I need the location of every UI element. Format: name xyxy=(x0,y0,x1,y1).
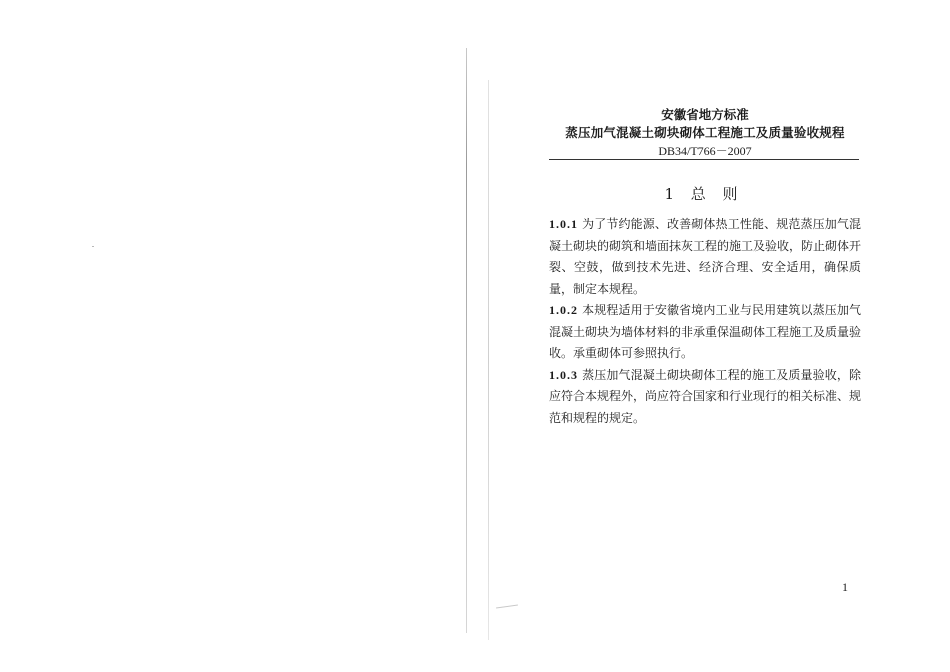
clause-text: 本规程适用于安徽省境内工业与民用建筑以蒸压加气混凝土砌块为墙体材料的非承重保温砌体工程施工及质量验收。承重砌体可参照执行。 xyxy=(549,303,862,360)
chapter-body xyxy=(549,214,861,429)
chapter-heading: 1 总 则 xyxy=(664,185,744,203)
page-gutter-shadow xyxy=(488,80,489,640)
clause xyxy=(549,214,861,300)
clause xyxy=(549,300,861,365)
clause-number: 1.0.1 xyxy=(549,217,578,231)
page-number: 1 xyxy=(842,580,848,594)
scan-speck xyxy=(92,246,94,247)
standard-code: DB34/T766－2007 xyxy=(658,144,752,158)
clause-number: 1.0.2 xyxy=(549,303,578,317)
standard-title: 蒸压加气混凝土砌块砌体工程施工及质量验收规程 xyxy=(565,125,845,140)
header-rule xyxy=(549,159,859,160)
clause-text: 蒸压加气混凝土砌块砌体工程的施工及质量验收，除应符合本规程外，尚应符合国家和行业现行的相关标准、规范和规程的规定。 xyxy=(549,367,862,425)
standard-header xyxy=(552,100,858,160)
scan-mark xyxy=(496,604,518,608)
clause-number: 1.0.3 xyxy=(549,367,578,382)
clause-text: 为了节约能源、改善砌体热工性能、规范蒸压加气混凝土砌块的砌筑和墙面抹灰工程的施工及验收，防止砌体开裂、空鼓，做到技术先进、经济合理、安全适用，确保质量，制定本规程。 xyxy=(549,217,862,296)
page-gutter xyxy=(466,48,467,633)
clause xyxy=(549,365,861,430)
standard-organization: 安徽省地方标准 xyxy=(661,107,749,122)
